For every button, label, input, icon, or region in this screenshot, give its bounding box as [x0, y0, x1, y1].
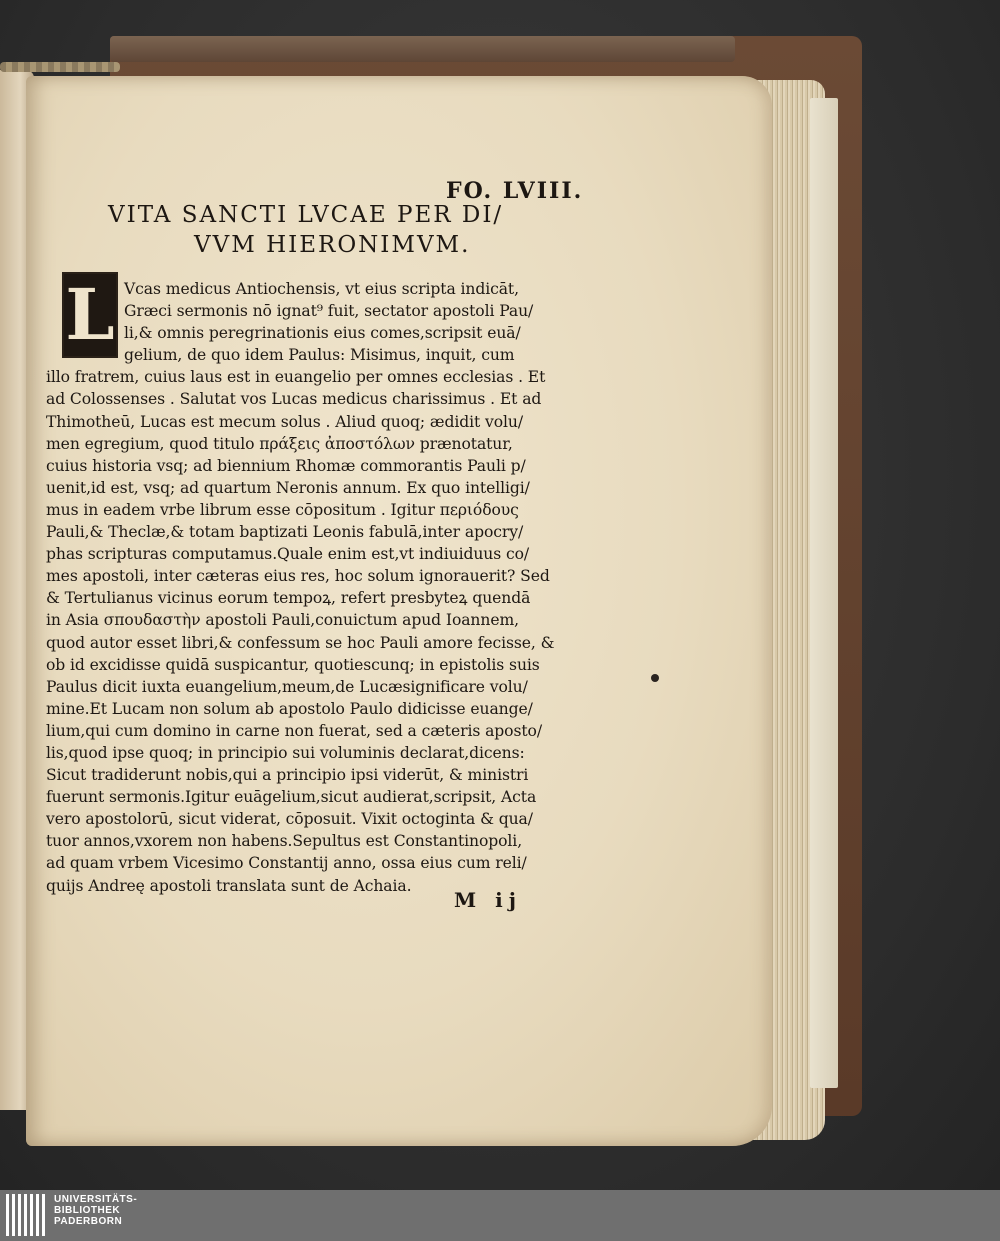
text-line: vero apostolorū, sicut viderat, cōposuit. Vixit octoginta & qua/	[46, 810, 533, 829]
folio-number: FO. LVIII.	[446, 178, 584, 204]
library-footer	[0, 1190, 1000, 1241]
text-line: gelium, de quo idem Paulus: Misimus, inquit, cum	[124, 346, 515, 365]
heading-line-1: VITA SANCTI LVCAE PER DI/	[108, 202, 504, 228]
text-line: ob id excidisse quidā suspicantur, quotiescunq; in epistolis suis	[46, 655, 540, 674]
book-page	[26, 76, 772, 1146]
text-line: lis,quod ipse quoq; in principio sui voluminis declarat,dicens:	[46, 743, 525, 762]
text-line: Paulus dicit iuxta euangelium,meum,de Lucæsignificare volu/	[46, 677, 528, 696]
text-line: Thimotheū, Lucas est mecum solus . Aliud quoq; ædidit volu/	[46, 412, 523, 431]
drop-cap-letter: L	[65, 273, 115, 356]
text-line: quod autor esset libri,& confessum se hoc Pauli amore fecisse, &	[46, 633, 555, 652]
text-line: mus in eadem vrbe librum esse cōpositum . Igitur περιόδους	[46, 500, 519, 519]
text-line: Vcas medicus Antiochensis, vt eius scripta indicāt,	[124, 280, 519, 298]
heading-line-2: VVM HIERONIMVM.	[194, 232, 471, 258]
text-line: quijs Andreę apostoli translata sunt de Achaia.	[46, 876, 412, 895]
paper-slip	[810, 98, 838, 1088]
text-line: Pauli,& Theclæ,& totam baptizati Leonis fabulā,inter apocry/	[46, 523, 524, 542]
text-line: li,& omnis peregrinationis eius comes,scripsit euā/	[124, 324, 521, 343]
book-cover-top-edge	[110, 36, 735, 62]
paper-hole	[651, 674, 659, 682]
body-text	[46, 273, 586, 897]
text-line: lium,qui cum domino in carne non fuerat, sed a cæteris aposto/	[46, 721, 542, 740]
logo-line-1: UNIVERSITÄTS-	[54, 1194, 138, 1205]
text-line: illo fratrem, cuius laus est in euangelio per omnes ecclesias . Et	[46, 368, 546, 387]
library-logo-icon	[6, 1194, 50, 1236]
text-line: ad quam vrbem Vicesimo Constantij anno, ossa eius cum reli/	[46, 854, 527, 873]
text-line: cuius historia vsq; ad biennium Rhomæ commorantis Pauli p/	[46, 456, 526, 475]
text-line: tuor annos,vxorem non habens.Sepultus est Constantinopoli,	[46, 832, 523, 851]
logo-line-2: BIBLIOTHEK	[54, 1205, 121, 1216]
text-line: mes apostoli, inter cæteras eius res, hoc solum ignorauerit? Sed	[46, 567, 550, 586]
text-line: men egregium, quod titulo πράξεις ἀποστόλων prænotatur,	[46, 434, 513, 453]
text-line: phas scripturas computamus.Quale enim est,vt indiuiduus co/	[46, 545, 530, 564]
text-line: Græci sermonis nō ignat⁹ fuit, sectator apostoli Pau/	[124, 302, 534, 321]
library-logo-text	[54, 1194, 137, 1227]
text-line: uenit,id est, vsq; ad quartum Neronis annum. Ex quo intelligi/	[46, 478, 530, 497]
text-line: ad Colossenses . Salutat vos Lucas medicus charissimus . Et ad	[46, 390, 542, 409]
logo-line-3: PADERBORN	[54, 1216, 123, 1227]
text-line: in Asia σπουδαστὴν apostoli Pauli,conuictum apud Ioannem,	[46, 611, 519, 630]
page-heading	[108, 200, 558, 260]
signature-mark: M ij	[454, 888, 522, 912]
text-line: mine.Et Lucam non solum ab apostolo Paulo didicisse euange/	[46, 699, 533, 718]
text-line: & Tertulianus vicinus eorum tempoꝝ, refert presbyteꝝ quendā	[46, 589, 531, 608]
text-line: fuerunt sermonis.Igitur euāgelium,sicut audierat,scripsit, Acta	[46, 788, 537, 807]
binding-string	[0, 62, 120, 72]
text-line: Sicut tradiderunt nobis,qui a principio ipsi viderūt, & ministri	[46, 766, 529, 785]
